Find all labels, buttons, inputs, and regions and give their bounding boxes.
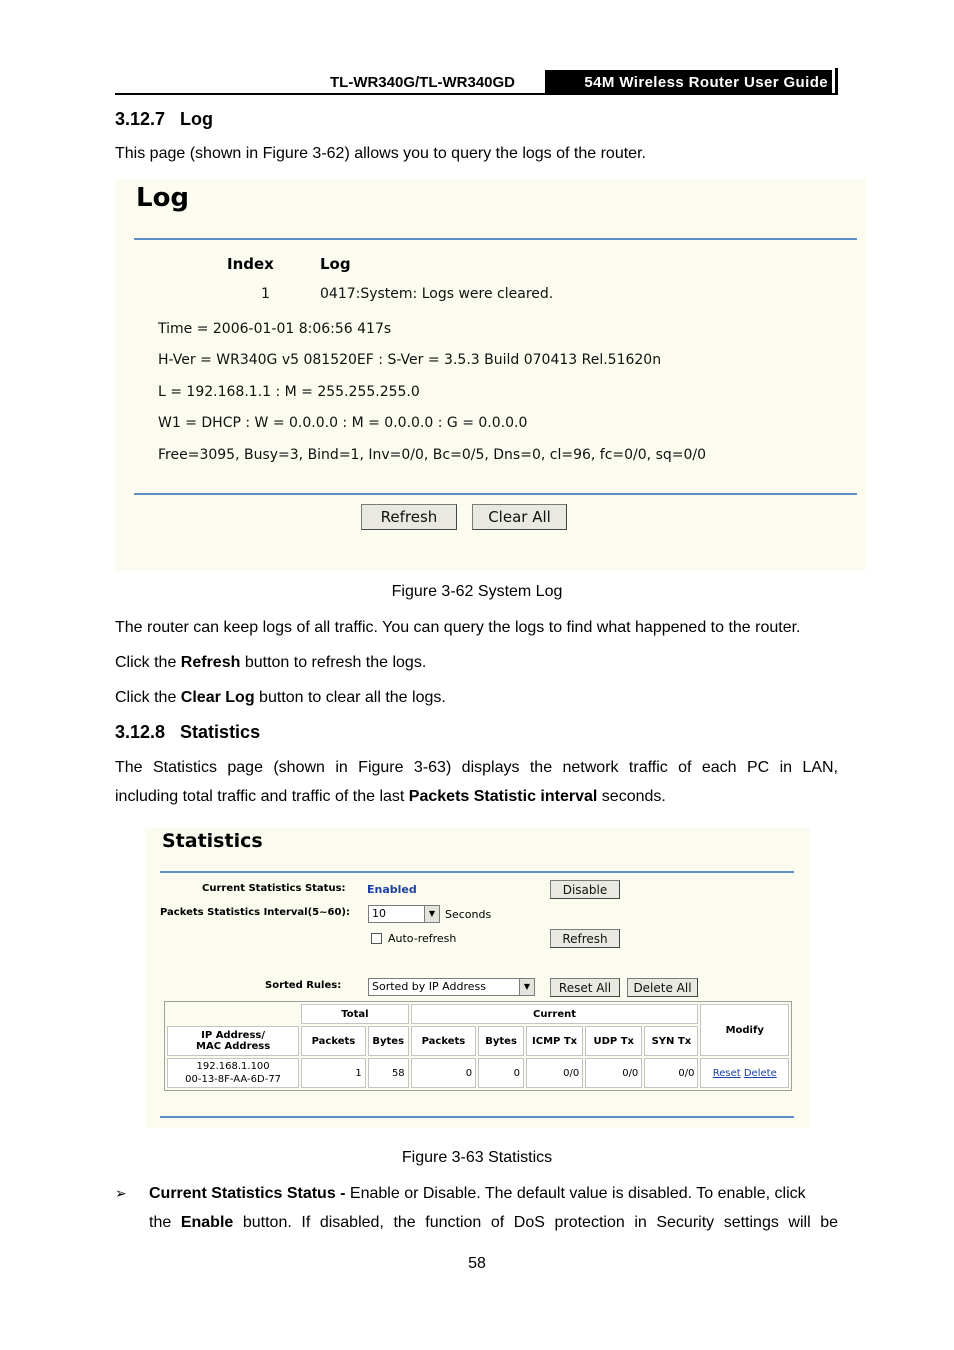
stats-reset-all-button[interactable]: Reset All — [550, 978, 620, 997]
log-col-log: Log — [320, 255, 351, 273]
bullet-bold: Current Statistics Status - — [149, 1185, 346, 1202]
section-log-heading — [115, 109, 213, 130]
log-p2-post: button to refresh the logs. — [240, 654, 427, 671]
header-rule — [115, 93, 838, 95]
bullet-line-2 — [149, 1213, 838, 1233]
log-info-lan: L = 192.168.1.1 : M = 255.255.255.0 — [158, 384, 420, 400]
stats-col-icmp: ICMP Tx — [526, 1026, 583, 1056]
section-stats-title: Statistics — [180, 722, 261, 742]
stats-cell-cur-packets: 0 — [411, 1058, 477, 1088]
log-p3-bold: Clear Log — [180, 689, 255, 706]
log-p2-bold: Refresh — [180, 654, 241, 671]
stats-cell-ip-mac — [167, 1058, 299, 1088]
header-model: TL-WR340G/TL-WR340GD — [330, 74, 516, 91]
figure-62-caption: Figure 3-62 System Log — [391, 583, 563, 600]
log-row-index: 1 — [261, 286, 270, 302]
stats-disable-button[interactable]: Disable — [550, 880, 620, 899]
stats-screen-title: Statistics — [162, 830, 263, 852]
stats-status-value: Enabled — [367, 883, 417, 896]
stats-cell-syn: 0/0 — [644, 1058, 698, 1088]
bullet-marker-icon: ➢ — [115, 1185, 127, 1201]
stats-cell-modify — [700, 1058, 789, 1088]
header-bar — [835, 68, 838, 95]
stats-cell-ip: 192.168.1.100 — [196, 1061, 270, 1072]
stats-group-current: Current — [411, 1004, 699, 1024]
stats-col-packets: Packets — [301, 1026, 366, 1056]
stats-col-bytes: Bytes — [368, 1026, 409, 1056]
section-log-number: 3.12.7 — [115, 109, 166, 129]
stats-col-cur-bytes: Bytes — [478, 1026, 524, 1056]
stats-autorefresh-checkbox[interactable] — [371, 933, 382, 944]
log-info-wan: W1 = DHCP : W = 0.0.0.0 : M = 0.0.0.0 : G = 0.0.0.0 — [158, 415, 528, 431]
stats-sorted-select[interactable] — [368, 978, 535, 996]
stats-table — [164, 1001, 792, 1091]
section-log-intro: This page (shown in Figure 3-62) allows you to query the logs of the router. — [115, 145, 646, 162]
stats-delete-link[interactable]: Delete — [743, 1067, 777, 1079]
log-info-time: Time = 2006-01-01 8:06:56 417s — [158, 321, 392, 337]
log-paragraph-2 — [115, 653, 426, 673]
stats-table-empty-cell — [167, 1004, 299, 1024]
log-paragraph-3 — [115, 688, 446, 708]
stats-table-col-header — [167, 1026, 789, 1056]
header-guide-title: 54M Wireless Router User Guide — [545, 70, 832, 94]
stats-refresh-button[interactable]: Refresh — [550, 929, 620, 948]
stats-col-ip-line2: MAC Address — [196, 1041, 271, 1052]
stats-cell-mac: 00-13-8F-AA-6D-77 — [185, 1074, 282, 1085]
section-stats-intro-1: The Statistics page (shown in Figure 3-63) displays the network traffic of each PC in LAN, — [115, 759, 838, 776]
stats-col-ip — [167, 1026, 299, 1056]
log-top-divider — [134, 238, 857, 240]
stats-status-label: Current Statistics Status: — [202, 883, 346, 894]
section-log-title: Log — [180, 109, 214, 129]
log-paragraph-1: The router can keep logs of all traffic. You can query the logs to find what happened to the router. — [115, 619, 801, 636]
stats-cell-udp: 0/0 — [585, 1058, 642, 1088]
stats-intro-pre: including total traffic and traffic of the last — [115, 788, 409, 805]
stats-cell-packets: 1 — [301, 1058, 366, 1088]
stats-intro-post: seconds. — [597, 788, 666, 805]
stats-top-divider — [160, 871, 794, 873]
stats-table-group-header — [167, 1004, 789, 1024]
stats-col-syn: SYN Tx — [644, 1026, 698, 1056]
log-clear-all-button[interactable]: Clear All — [472, 504, 567, 530]
stats-interval-value: 10 — [372, 907, 386, 920]
stats-col-ip-line1: IP Address/ — [201, 1030, 266, 1041]
stats-interval-select[interactable] — [368, 905, 440, 923]
bullet-text-1: Enable or Disable. The default value is disabled. To enable, click — [345, 1185, 806, 1202]
bullet-line2-post: button. If disabled, the function of DoS protection in Security settings will be — [233, 1214, 839, 1231]
section-stats-number: 3.12.8 — [115, 722, 166, 742]
log-info-resources: Free=3095, Busy=3, Bind=1, Inv=0/0, Bc=0/5, Dns=0, cl=96, fc=0/0, sq=0/0 — [158, 447, 707, 463]
log-p3-pre: Click the — [115, 689, 181, 706]
section-stats-intro-2 — [115, 787, 666, 807]
chevron-down-icon: ▼ — [519, 979, 534, 995]
stats-col-cur-packets: Packets — [411, 1026, 477, 1056]
bullet-line-1 — [149, 1184, 806, 1204]
stats-cell-cur-bytes: 0 — [478, 1058, 524, 1088]
stats-group-total: Total — [301, 1004, 408, 1024]
stats-intro-bold: Packets Statistic interval — [408, 788, 598, 805]
figure-63-caption: Figure 3-63 Statistics — [401, 1149, 553, 1166]
stats-seconds-label: Seconds — [445, 908, 492, 921]
log-bottom-divider — [134, 493, 857, 495]
bullet-line2-bold: Enable — [180, 1214, 234, 1231]
stats-interval-label: Packets Statistics Interval(5~60): — [160, 907, 350, 918]
log-refresh-button[interactable]: Refresh — [361, 504, 457, 530]
log-info-version: H-Ver = WR340G v5 081520EF : S-Ver = 3.5.3 Build 070413 Rel.51620n — [158, 352, 662, 368]
stats-delete-all-button[interactable]: Delete All — [627, 978, 698, 997]
section-stats-heading — [115, 722, 260, 743]
stats-bottom-divider — [160, 1116, 794, 1118]
log-screen-title: Log — [136, 183, 190, 213]
table-row — [167, 1058, 789, 1088]
bullet-line2-pre: the — [149, 1214, 181, 1231]
stats-sorted-label: Sorted Rules: — [265, 980, 342, 991]
log-p3-post: button to clear all the logs. — [254, 689, 446, 706]
stats-reset-link[interactable]: Reset — [712, 1067, 741, 1079]
log-p2-pre: Click the — [115, 654, 181, 671]
stats-cell-bytes: 58 — [368, 1058, 409, 1088]
stats-sorted-value: Sorted by IP Address — [372, 980, 486, 993]
stats-cell-icmp: 0/0 — [526, 1058, 583, 1088]
log-row-text: 0417:System: Logs were cleared. — [320, 286, 554, 302]
stats-autorefresh-label: Auto-refresh — [388, 932, 457, 945]
stats-col-modify: Modify — [700, 1004, 789, 1056]
chevron-down-icon: ▼ — [424, 906, 439, 922]
log-col-index: Index — [227, 255, 274, 273]
page-number: 58 — [468, 1255, 486, 1272]
stats-col-udp: UDP Tx — [585, 1026, 642, 1056]
